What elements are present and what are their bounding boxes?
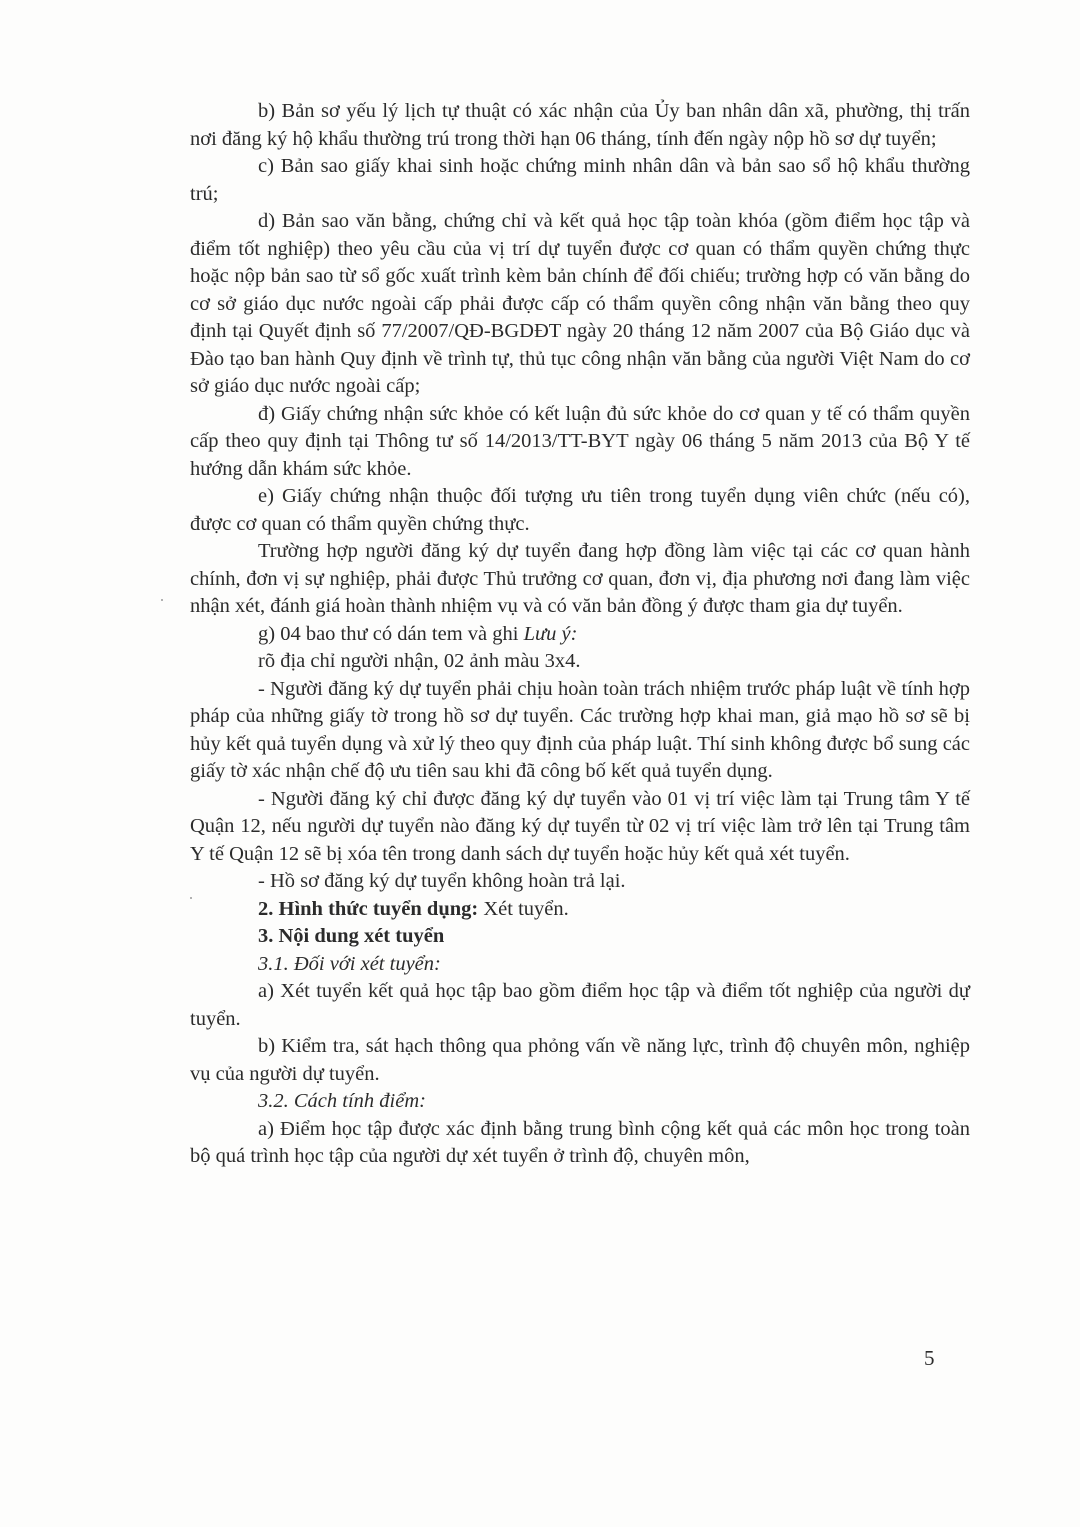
section-hinh-thuc <box>190 896 970 924</box>
subsection-3-2 <box>190 1088 970 1116</box>
section-noi-dung-heading <box>190 923 970 951</box>
page-body <box>190 98 970 1171</box>
paragraph-b-ly-lich: b) Bản sơ yếu lý lịch tự thuật có xác nhận của Ủy ban nhân dân xã, phường, thị trấn nơi đăng ký hộ khẩu thường trú trong thời hạn 06 tháng, tính đến ngày nộp hồ sơ dự tuyển; <box>190 100 970 150</box>
hinh-thuc-label: 2. Hình thức tuyển dụng: <box>258 897 479 920</box>
paragraph-g-dia-chi: rõ địa chỉ người nhận, 02 ảnh màu 3x4. <box>258 650 581 672</box>
paragraph-g-bao-thu <box>190 621 970 649</box>
subsection-3-1-title: 3.1. Đối với xét tuyển: <box>258 952 441 975</box>
g-bao-thu-text: g) 04 bao thư có dán tem và ghi <box>258 622 519 645</box>
subsection-3-1 <box>190 951 970 979</box>
paragraph-d-van-bang: d) Bản sao văn bằng, chứng chỉ và kết quả học tập toàn khóa (gồm điểm học tập và điểm tốt nghiệp) theo yêu cầu của vị trí dự tuyển được cơ quan có thẩm quyền chứng thực hoặc nộp bản sao từ sổ gốc xuất trình kèm bản chính để đối chiếu; trường hợp có văn bằng do cơ sở giáo dục nước ngoài cấp phải được cấp có thẩm quyền công nhận văn bằng theo quy định tại Quyết định số 77/2007/QĐ-BGDĐT ngày 20 tháng 12 năm 2007 của Bộ Giáo dục và Đào tạo ban hành Quy định về trình tự, thủ tục công nhận văn bằng của người Việt Nam do cơ sở giáo dục nước ngoài cấp; <box>190 210 970 397</box>
paragraph-a-ket-qua: a) Xét tuyển kết quả học tập bao gồm điểm học tập và điểm tốt nghiệp của người dự tuyển. <box>190 980 970 1030</box>
page-number: 5 <box>924 1346 935 1370</box>
paragraph-dd-suc-khoe: đ) Giấy chứng nhận sức khỏe có kết luận đủ sức khỏe do cơ quan y tế có thẩm quyền cấp theo quy định tại Thông tư số 14/2013/TT-BYT ngày 06 tháng 5 năm 2013 của Bộ Y tế hướng dẫn khám sức khỏe. <box>190 402 970 480</box>
note-mot-vi-tri: - Người đăng ký chỉ được đăng ký dự tuyển vào 01 vị trí việc làm tại Trung tâm Y tế Quận 12, nếu người dự tuyển nào đăng ký dự tuyển từ 02 vị trí việc làm trở lên tại Trung tâm Y tế Quận 12 sẽ bị xóa tên trong danh sách dự tuyển hoặc hủy kết quả xét tuyển. <box>190 787 970 865</box>
note-khong-hoan-tra: - Hồ sơ đăng ký dự tuyển không hoàn trả lại. <box>258 870 626 892</box>
scan-speck <box>161 599 163 601</box>
noi-dung-heading: 3. Nội dung xét tuyển <box>258 925 445 947</box>
paragraph-b-kiem-tra: b) Kiểm tra, sát hạch thông qua phỏng vấn về năng lực, trình độ chuyên môn, nghiệp vụ của người dự tuyển. <box>190 1035 970 1085</box>
note-trach-nhiem: - Người đăng ký dự tuyển phải chịu hoàn toàn trách nhiệm trước pháp luật về tính hợp pháp của những giấy tờ trong hồ sơ dự tuyển. Các trường hợp khai man, giả mạo hồ sơ sẽ bị hủy kết quả tuyển dụng và xử lý theo quy định của pháp luật. Thí sinh không được bổ sung các giấy tờ xác nhận chế độ ưu tiên sau khi đã công bố kết quả tuyển dụng. <box>190 677 970 782</box>
subsection-3-2-title: 3.2. Cách tính điểm: <box>258 1090 426 1112</box>
luu-y-label: Lưu ý: <box>523 622 578 645</box>
paragraph-a-diem-hoc-tap: a) Điểm học tập được xác định bằng trung bình cộng kết quả các môn học trong toàn bộ quá trình học tập của người dự xét tuyển ở trình độ, chuyên môn, <box>190 1117 970 1167</box>
paragraph-c-giay-khai-sinh: c) Bản sao giấy khai sinh hoặc chứng minh nhân dân và bản sao sổ hộ khẩu thường trú; <box>190 155 970 205</box>
hinh-thuc-value: Xét tuyển. <box>483 897 569 920</box>
paragraph-truong-hop: Trường hợp người đăng ký dự tuyển đang hợp đồng làm việc tại các cơ quan hành chính, đơn vị sự nghiệp, phải được Thủ trưởng cơ quan, đơn vị, địa phương nơi đang làm việc nhận xét, đánh giá hoàn thành nhiệm vụ và có văn bản đồng ý được tham gia dự tuyển. <box>190 540 970 617</box>
scan-speck <box>190 897 192 899</box>
paragraph-e-uu-tien: e) Giấy chứng nhận thuộc đối tượng ưu tiên trong tuyển dụng viên chức (nếu có), được cơ quan có thẩm quyền chứng thực. <box>190 485 970 535</box>
